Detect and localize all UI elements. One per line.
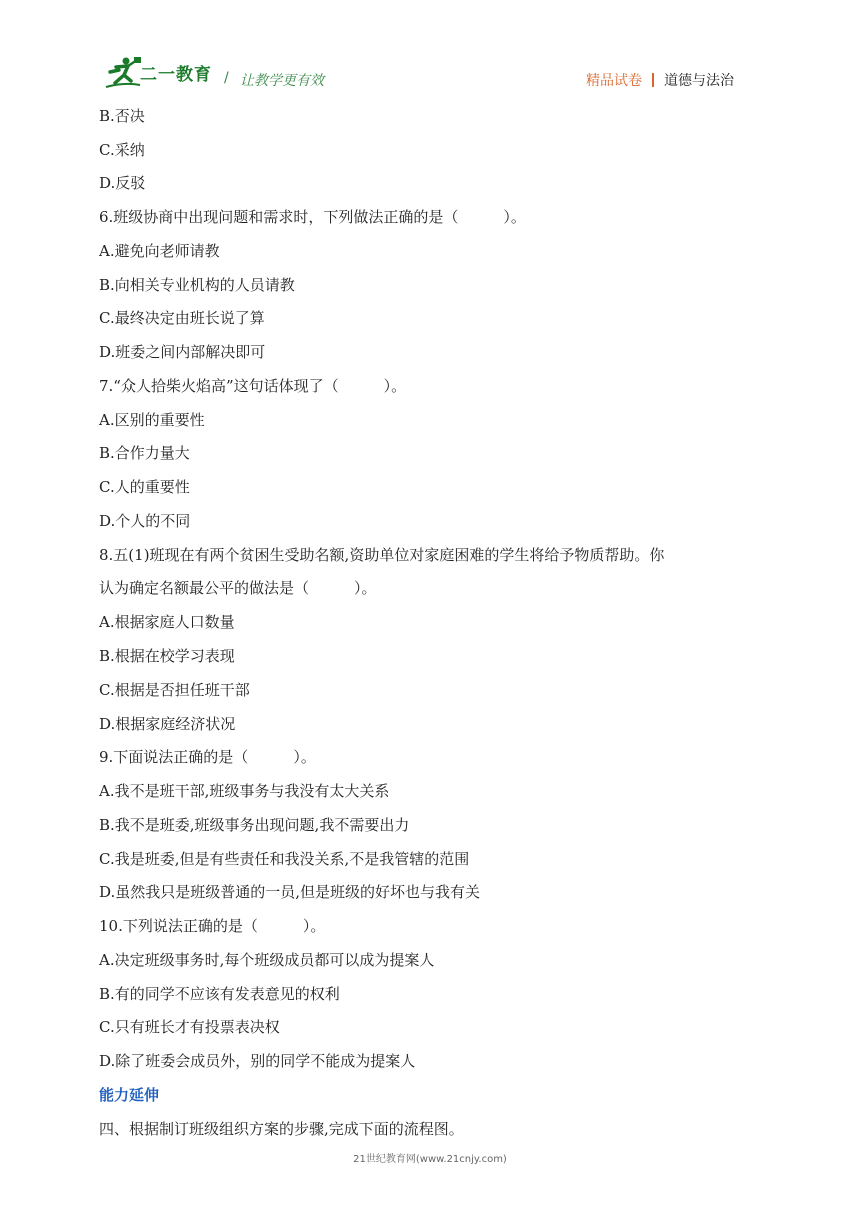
option-line: D.根据家庭经济状况 [99,715,236,733]
subject-label: 道德与法治 [664,73,734,89]
header-separator [652,73,654,87]
option-line: A.根据家庭人口数量 [99,613,235,631]
option-line: A.区别的重要性 [99,411,205,429]
option-line: B.向相关专业机构的人员请教 [99,276,295,294]
question-line: 9.下面说法正确的是（ ）。 [99,748,316,766]
option-line: D.反驳 [99,174,146,192]
option-line: B.否决 [99,107,145,125]
logo-text: 二一教育 [140,65,212,85]
option-line: B.根据在校学习表现 [99,647,235,665]
option-line: A.我不是班干部,班级事务与我没有太大关系 [99,782,390,800]
section-title: 能力延伸 [99,1086,160,1104]
page-footer: 21世纪教育网(www.21cnjy.com) [353,1154,507,1165]
question-line: 6.班级协商中出现问题和需求时，下列做法正确的是（ ）。 [99,208,526,226]
option-line: C.人的重要性 [99,478,190,496]
option-line: C.我是班委,但是有些责任和我没关系,不是我管辖的范围 [99,850,470,868]
logo [104,56,214,90]
option-line: A.决定班级事务时,每个班级成员都可以成为提案人 [99,951,435,969]
option-line: C.根据是否担任班干部 [99,681,250,699]
option-line: D.除了班委会成员外，别的同学不能成为提案人 [99,1052,416,1070]
option-line: B.合作力量大 [99,444,190,462]
question-line: 认为确定名额最公平的做法是（ ）。 [99,579,377,597]
page-header [0,0,860,100]
option-line: B.我不是班委,班级事务出现问题,我不需要出力 [99,816,410,834]
question-line: 7.“众人拾柴火焰高”这句话体现了（ ）。 [99,377,407,395]
question-line: 8.五(1)班现在有两个贫困生受助名额,资助单位对家庭困难的学生将给予物质帮助。你 [99,546,665,564]
option-line: C.最终决定由班长说了算 [99,309,265,327]
question-line: 四、根据制订班级组织方案的步骤,完成下面的流程图。 [99,1120,464,1138]
option-line: D.个人的不同 [99,512,191,530]
slogan: 让教学更有效 [240,73,324,89]
slogan-divider: / [224,70,229,86]
option-line: B.有的同学不应该有发表意见的权利 [99,985,340,1003]
paper-tag: 精品试卷 [586,73,642,89]
option-line: D.虽然我只是班级普通的一员,但是班级的好坏也与我有关 [99,883,481,901]
option-line: D.班委之间内部解决即可 [99,343,266,361]
header-right [586,70,734,90]
question-line: 10.下列说法正确的是（ ）。 [99,917,326,935]
option-line: C.只有班长才有投票表决权 [99,1018,280,1036]
runner-logo-icon [104,56,142,90]
option-line: C.采纳 [99,141,145,159]
option-line: A.避免向老师请教 [99,242,220,260]
